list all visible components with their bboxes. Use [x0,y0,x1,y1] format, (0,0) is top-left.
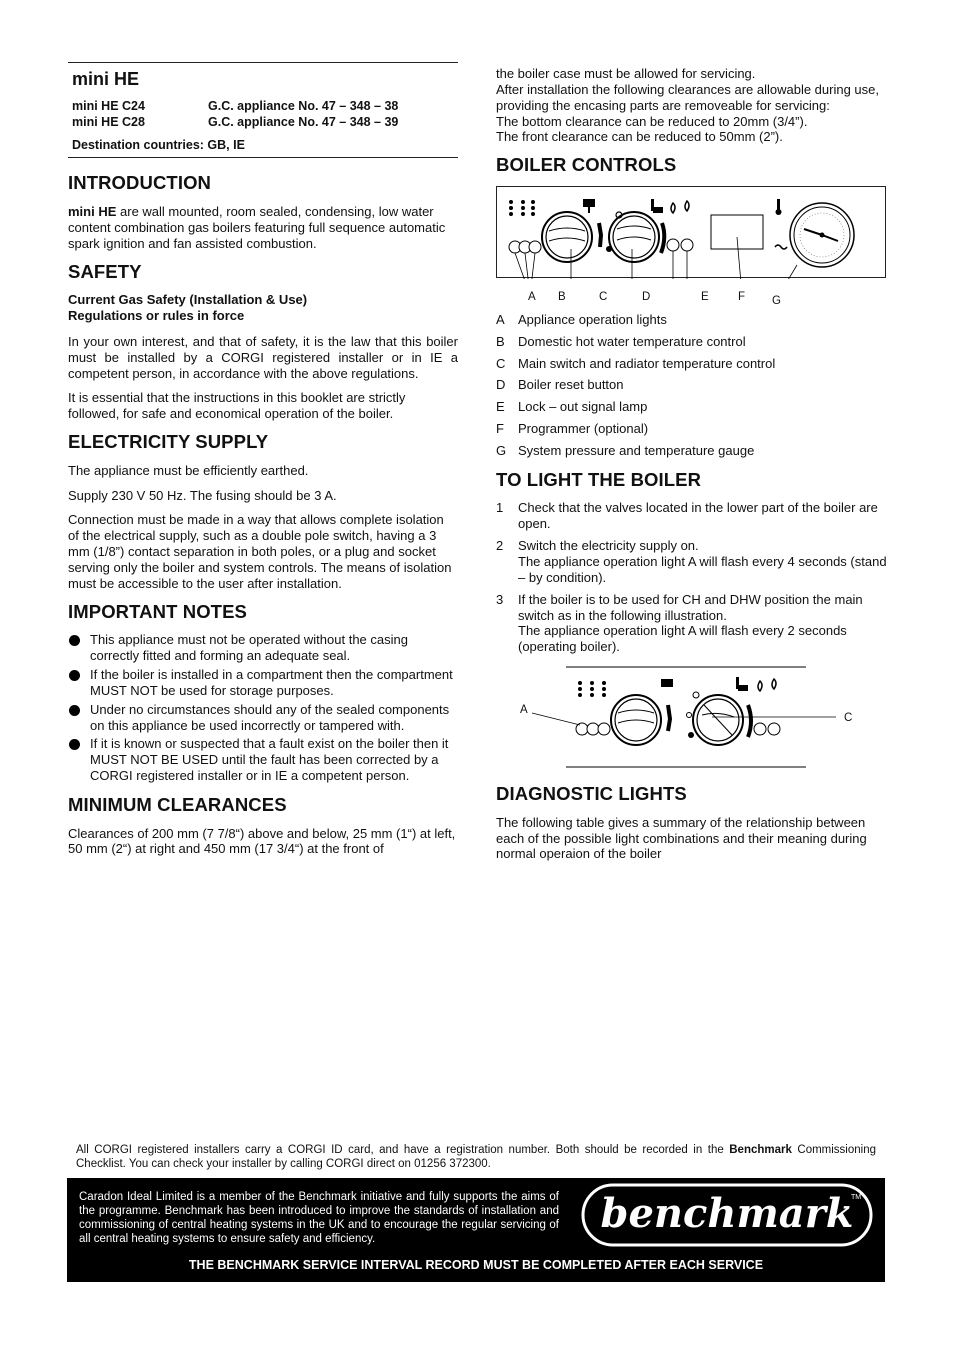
right-column [496,66,888,871]
step-number: 3 [496,591,504,607]
legend-text: Boiler reset button [518,377,624,393]
list-item [496,443,888,459]
clearances-line: The bottom clearance can be reduced to 20mm (3/4”). [496,113,808,129]
control-letters [496,278,888,306]
legend-key: E [496,399,505,415]
note-text: All CORGI registered installers carry a CORGI ID card, and have a registration number. Both should be recorded in the [76,1144,730,1156]
benchmark-bottom-line: THE BENCHMARK SERVICE INTERVAL RECORD MUST BE COMPLETED AFTER EACH SERVICE [188,1258,764,1272]
label-g: G [772,294,781,307]
model-row [72,99,458,115]
safety-heading: SAFETY [68,260,142,282]
legend-text: Programmer (optional) [518,421,649,437]
legend-key: C [496,355,506,371]
list-item [496,538,888,586]
label-b: B [558,290,566,303]
electricity-paragraph: The appliance must be efficiently earthed. [68,462,309,478]
benchmark-text: Caradon Ideal Limited is a member of the Benchmark initiative and fully supports the aims of the programme. Benchmark has been introduced to improve the standards of installation and commissioning of central heating systems in the UK and to encourage the regular servicing of all central heating systems to ensure safety and efficiency. [79,1191,559,1246]
label-d: D [642,290,651,303]
introduction-text [68,204,458,252]
legend-key: D [496,377,506,393]
note-text: Commissioning Checklist. You can check your installer by calling CORGI direct on 01256 372300. [76,1144,876,1171]
list-item: If it is known or suspected that a fault exist on the boiler then it MUST NOT BE USED until the fault has been corrected by a CORGI registered installer or in IE a competent person. [68,736,458,784]
label-a: A [528,290,536,303]
legend-text: System pressure and temperature gauge [518,443,755,459]
list-item [496,399,888,415]
logo-text: benchmark [600,1190,854,1237]
benchmark-logo [577,1181,877,1249]
clearances-line: After installation the following clearances are allowable during use, providing the encasing parts are removeable for servicing: [496,81,879,113]
corgi-note [76,1143,876,1172]
clearances-heading: MINIMUM CLEARANCES [68,794,287,816]
step-line: The appliance operation light A will flash every 4 seconds (stand – by condition). [518,554,887,585]
benchmark-banner [67,1178,885,1282]
list-item [496,356,888,372]
label-e: E [701,290,709,303]
controls-heading: BOILER CONTROLS [496,154,677,176]
list-item [496,334,888,350]
gc-number: G.C. appliance No. 47 – 348 – 39 [208,114,399,129]
gc-number: G.C. appliance No. 47 – 348 – 38 [208,98,399,113]
safety-paragraph: It is essential that the instructions in this booklet are strictly followed, for safe and economical operation of the boiler. [68,390,406,422]
notes-list [68,632,458,784]
electricity-heading: ELECTRICITY SUPPLY [68,431,269,453]
step-text: Check that the valves located in the lower part of the boiler are open. [518,500,878,532]
step-line: The appliance operation light A will flash every 2 seconds (operating boiler). [518,623,847,655]
control-panel-drawing [497,187,887,279]
light-heading: TO LIGHT THE BOILER [496,468,702,490]
intro-lead: mini HE [68,204,117,220]
list-item [496,592,888,655]
model-name: mini HE C24 [72,98,145,113]
note-bold: Benchmark [729,1144,792,1156]
logo-tm: TM [851,1194,862,1201]
legend-text: Main switch and radiator temperature control [518,355,776,371]
clearances-paragraph: Clearances of 200 mm (7 7/8“) above and below, 25 mm (1“) at left, 50 mm (2“) at right and 450 mm (17 3/4“) at the front of [68,825,456,857]
step-line: Switch the electricity supply on. [518,538,699,554]
safety-sub1: Current Gas Safety (Installation & Use) [68,292,308,308]
list-item: Under no circumstances should any of the sealed components on this appliance be used incorrectly or tampered with. [68,702,458,734]
model-title: mini HE [72,69,140,89]
legend-text: Lock – out signal lamp [518,399,648,415]
step-line: If the boiler is to be used for CH and DHW position the main switch as in the following illustration. [518,591,863,623]
main-switch-drawing [496,665,886,769]
introduction-heading: INTRODUCTION [68,172,212,194]
list-item [496,312,888,328]
main-switch-illustration [496,665,886,769]
intro-body: are wall mounted, room sealed, condensing, low water content combination gas boilers featuring full sequence automatic spark ignition and fan assisted combustion. [68,204,446,251]
label-c: C [599,290,608,303]
legend-key: F [496,421,504,437]
model-row [72,115,458,131]
safety-sub2: Regulations or rules in force [68,308,245,324]
list-item [496,421,888,437]
safety-paragraph: In your own interest, and that of safety, it is the law that this boiler must be installed by a CORGI registered installer or in IE a competent person, in accordance with the above regulations. [68,333,458,381]
fig-label-a: A [520,704,528,717]
step-text [518,592,888,655]
step-number: 1 [496,500,504,516]
legend-text: Domestic hot water temperature control [518,333,746,349]
fig-label-c: C [844,712,853,725]
left-column [68,62,458,866]
diagnostic-heading: DIAGNOSTIC LIGHTS [496,783,687,805]
diagnostic-text: The following table gives a summary of the relationship between each of the possible light combinations and their meaning during normal operaion of the boiler [496,814,867,862]
list-item [496,500,888,532]
controls-legend [496,312,888,459]
list-item [496,377,888,393]
electricity-paragraph: Supply 230 V 50 Hz. The fusing should be 3 A. [68,487,337,503]
step-text [518,538,888,586]
model-name: mini HE C28 [72,114,145,129]
list-item: This appliance must not be operated without the casing correctly fitted and forming an adequate seal. [68,632,458,664]
legend-key: B [496,333,505,349]
clearances-continued [496,66,888,145]
control-panel-diagram [496,186,886,278]
list-item: If the boiler is installed in a compartment then the compartment MUST NOT be used for storage purposes. [68,667,458,699]
step-number: 2 [496,538,504,554]
electricity-paragraph: Connection must be made in a way that allows complete isolation of the electrical supply, such as a double pole switch, having a 3 mm (1/8”) contact separation in both poles, or a plug and socket serving only the boiler and system controls. The means of isolation must be accessible to the user after installation. [68,512,452,591]
safety-subheading [68,292,458,324]
clearances-line: The front clearance can be reduced to 50mm (2”). [496,129,783,145]
label-f: F [738,290,746,303]
legend-key: G [496,443,507,459]
clearances-line: the boiler case must be allowed for servicing. [496,66,756,81]
model-box [68,62,458,158]
light-steps [496,500,888,655]
legend-key: A [496,311,505,327]
notes-heading: IMPORTANT NOTES [68,600,247,622]
legend-text: Appliance operation lights [518,311,667,327]
destination-countries: Destination countries: GB, IE [72,138,245,153]
